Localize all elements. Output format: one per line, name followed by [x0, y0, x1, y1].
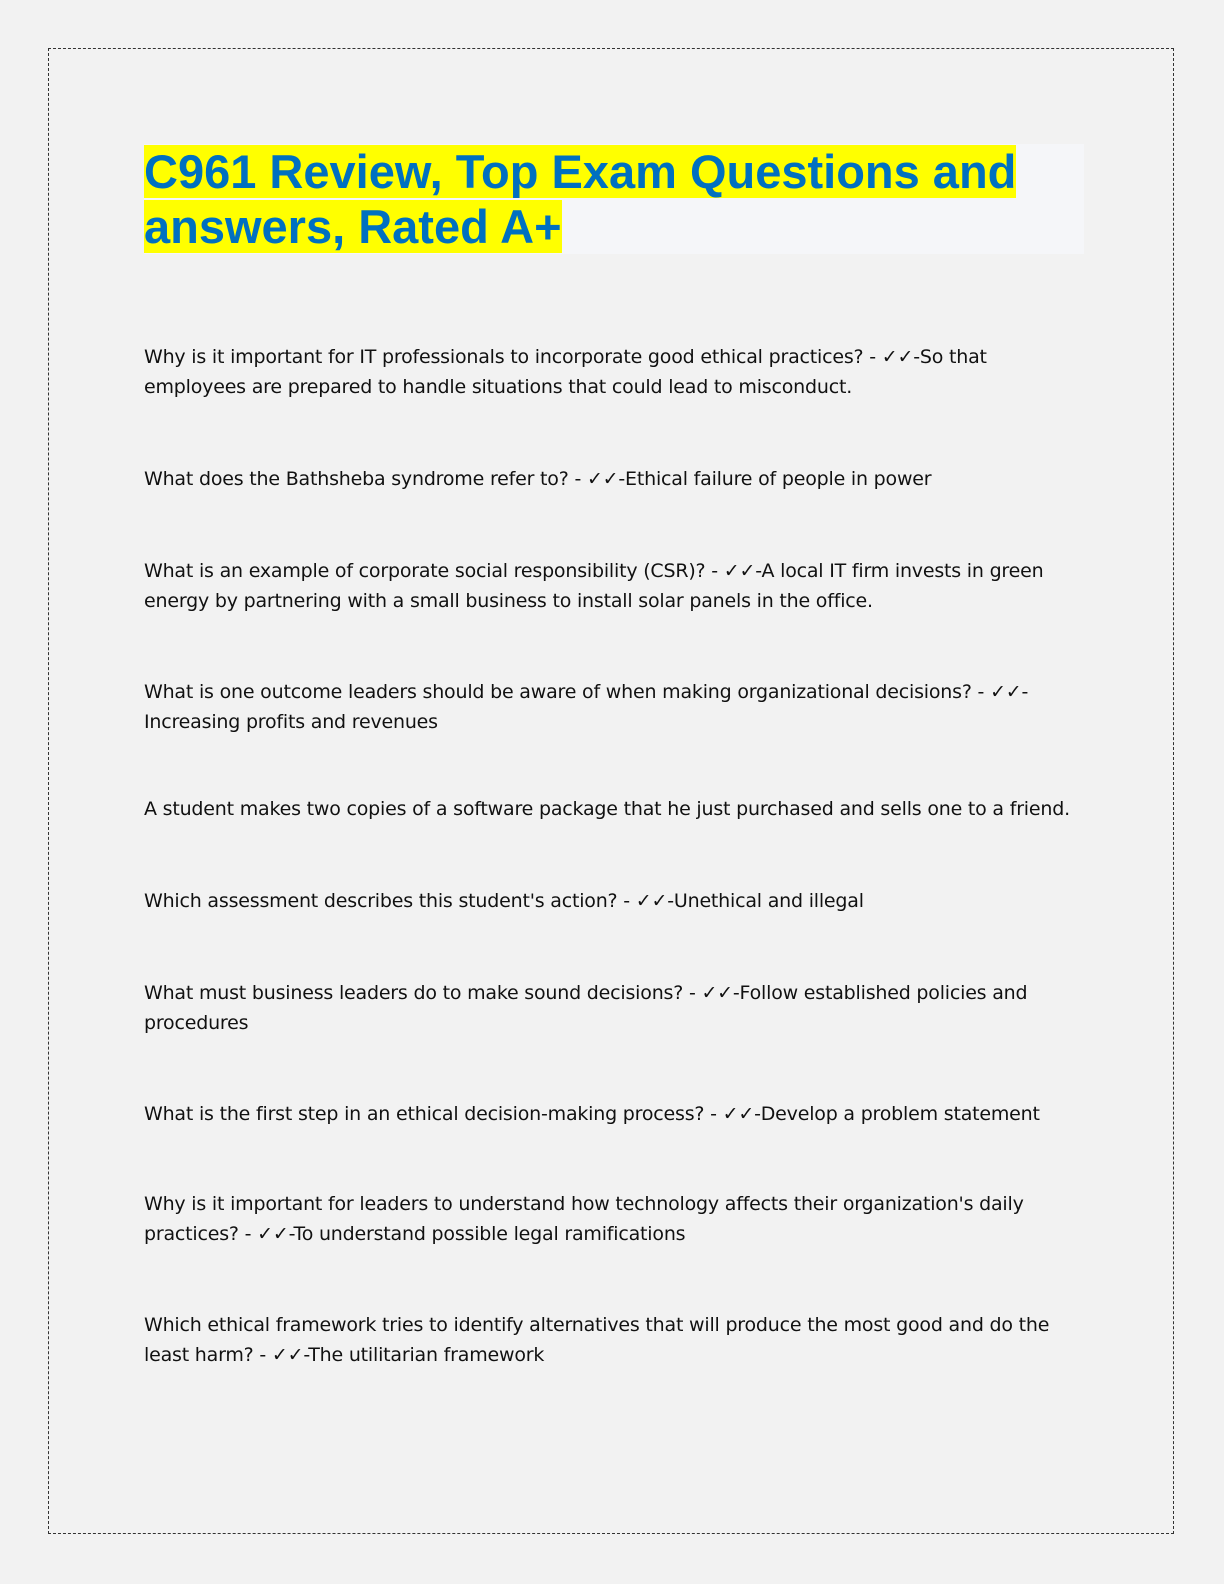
question-text: Which assessment describes this student's action? -	[144, 890, 636, 912]
question-text: What is the first step in an ethical decision-making process? -	[144, 1103, 723, 1125]
answer-text: -Unethical and illegal	[667, 890, 864, 912]
qa-item-8	[144, 1099, 1084, 1129]
question-text: Why is it important for IT professionals to incorporate good ethical practices? -	[144, 346, 882, 368]
question-text: Which ethical framework tries to identify alternatives that will produce the most good and do the least harm? -	[144, 1314, 1050, 1366]
title-highlight: C961 Review, Top Exam Questions and answers, Rated A+	[144, 145, 1017, 253]
answer-text: -Develop a problem statement	[754, 1103, 1040, 1125]
check-icon: ✓✓	[990, 681, 1022, 703]
question-text: What does the Bathsheba syndrome refer to? -	[144, 468, 587, 490]
answer-text: -The utilitarian framework	[303, 1344, 545, 1366]
answer-text: -Increasing profits and revenues	[144, 681, 1029, 733]
qa-item-4	[144, 677, 1084, 737]
document-title	[144, 144, 1044, 254]
answer-text: -Follow established policies and procedures	[144, 982, 1028, 1034]
qa-item-9	[144, 1189, 1084, 1249]
qa-item-10	[144, 1310, 1084, 1370]
check-icon: ✓✓	[271, 1344, 304, 1366]
check-icon: ✓✓	[257, 1223, 289, 1245]
answer-text: -A local IT firm invests in green energy by partnering with a small business to install solar panels in the office.	[144, 560, 1044, 612]
answer-text: -So that employees are prepared to handle situations that could lead to misconduct.	[144, 346, 987, 398]
qa-item-2	[144, 464, 1084, 494]
answer-text: -To understand possible legal ramifications	[288, 1223, 686, 1245]
question-text: Why is it important for leaders to understand how technology affects their organization's daily practices? -	[144, 1193, 1024, 1245]
check-icon: ✓✓	[701, 982, 733, 1004]
question-text: What is an example of corporate social responsibility (CSR)? -	[144, 560, 724, 582]
qa-item-1	[144, 342, 1084, 402]
check-icon: ✓✓	[723, 560, 756, 582]
check-icon: ✓✓	[586, 468, 619, 490]
qa-item-5	[144, 794, 1084, 824]
check-icon: ✓✓	[881, 346, 914, 368]
question-text: What must business leaders do to make sound decisions? -	[144, 982, 702, 1004]
question-text: A student makes two copies of a software package that he just purchased and sells one to a friend.	[144, 798, 1070, 820]
qa-item-6	[144, 886, 1084, 916]
qa-item-7	[144, 978, 1084, 1038]
check-icon: ✓✓	[635, 890, 668, 912]
check-icon: ✓✓	[722, 1103, 755, 1125]
qa-item-3	[144, 556, 1084, 616]
answer-text: -Ethical failure of people in power	[618, 468, 932, 490]
question-text: What is one outcome leaders should be aware of when making organizational decisions? -	[144, 681, 991, 703]
